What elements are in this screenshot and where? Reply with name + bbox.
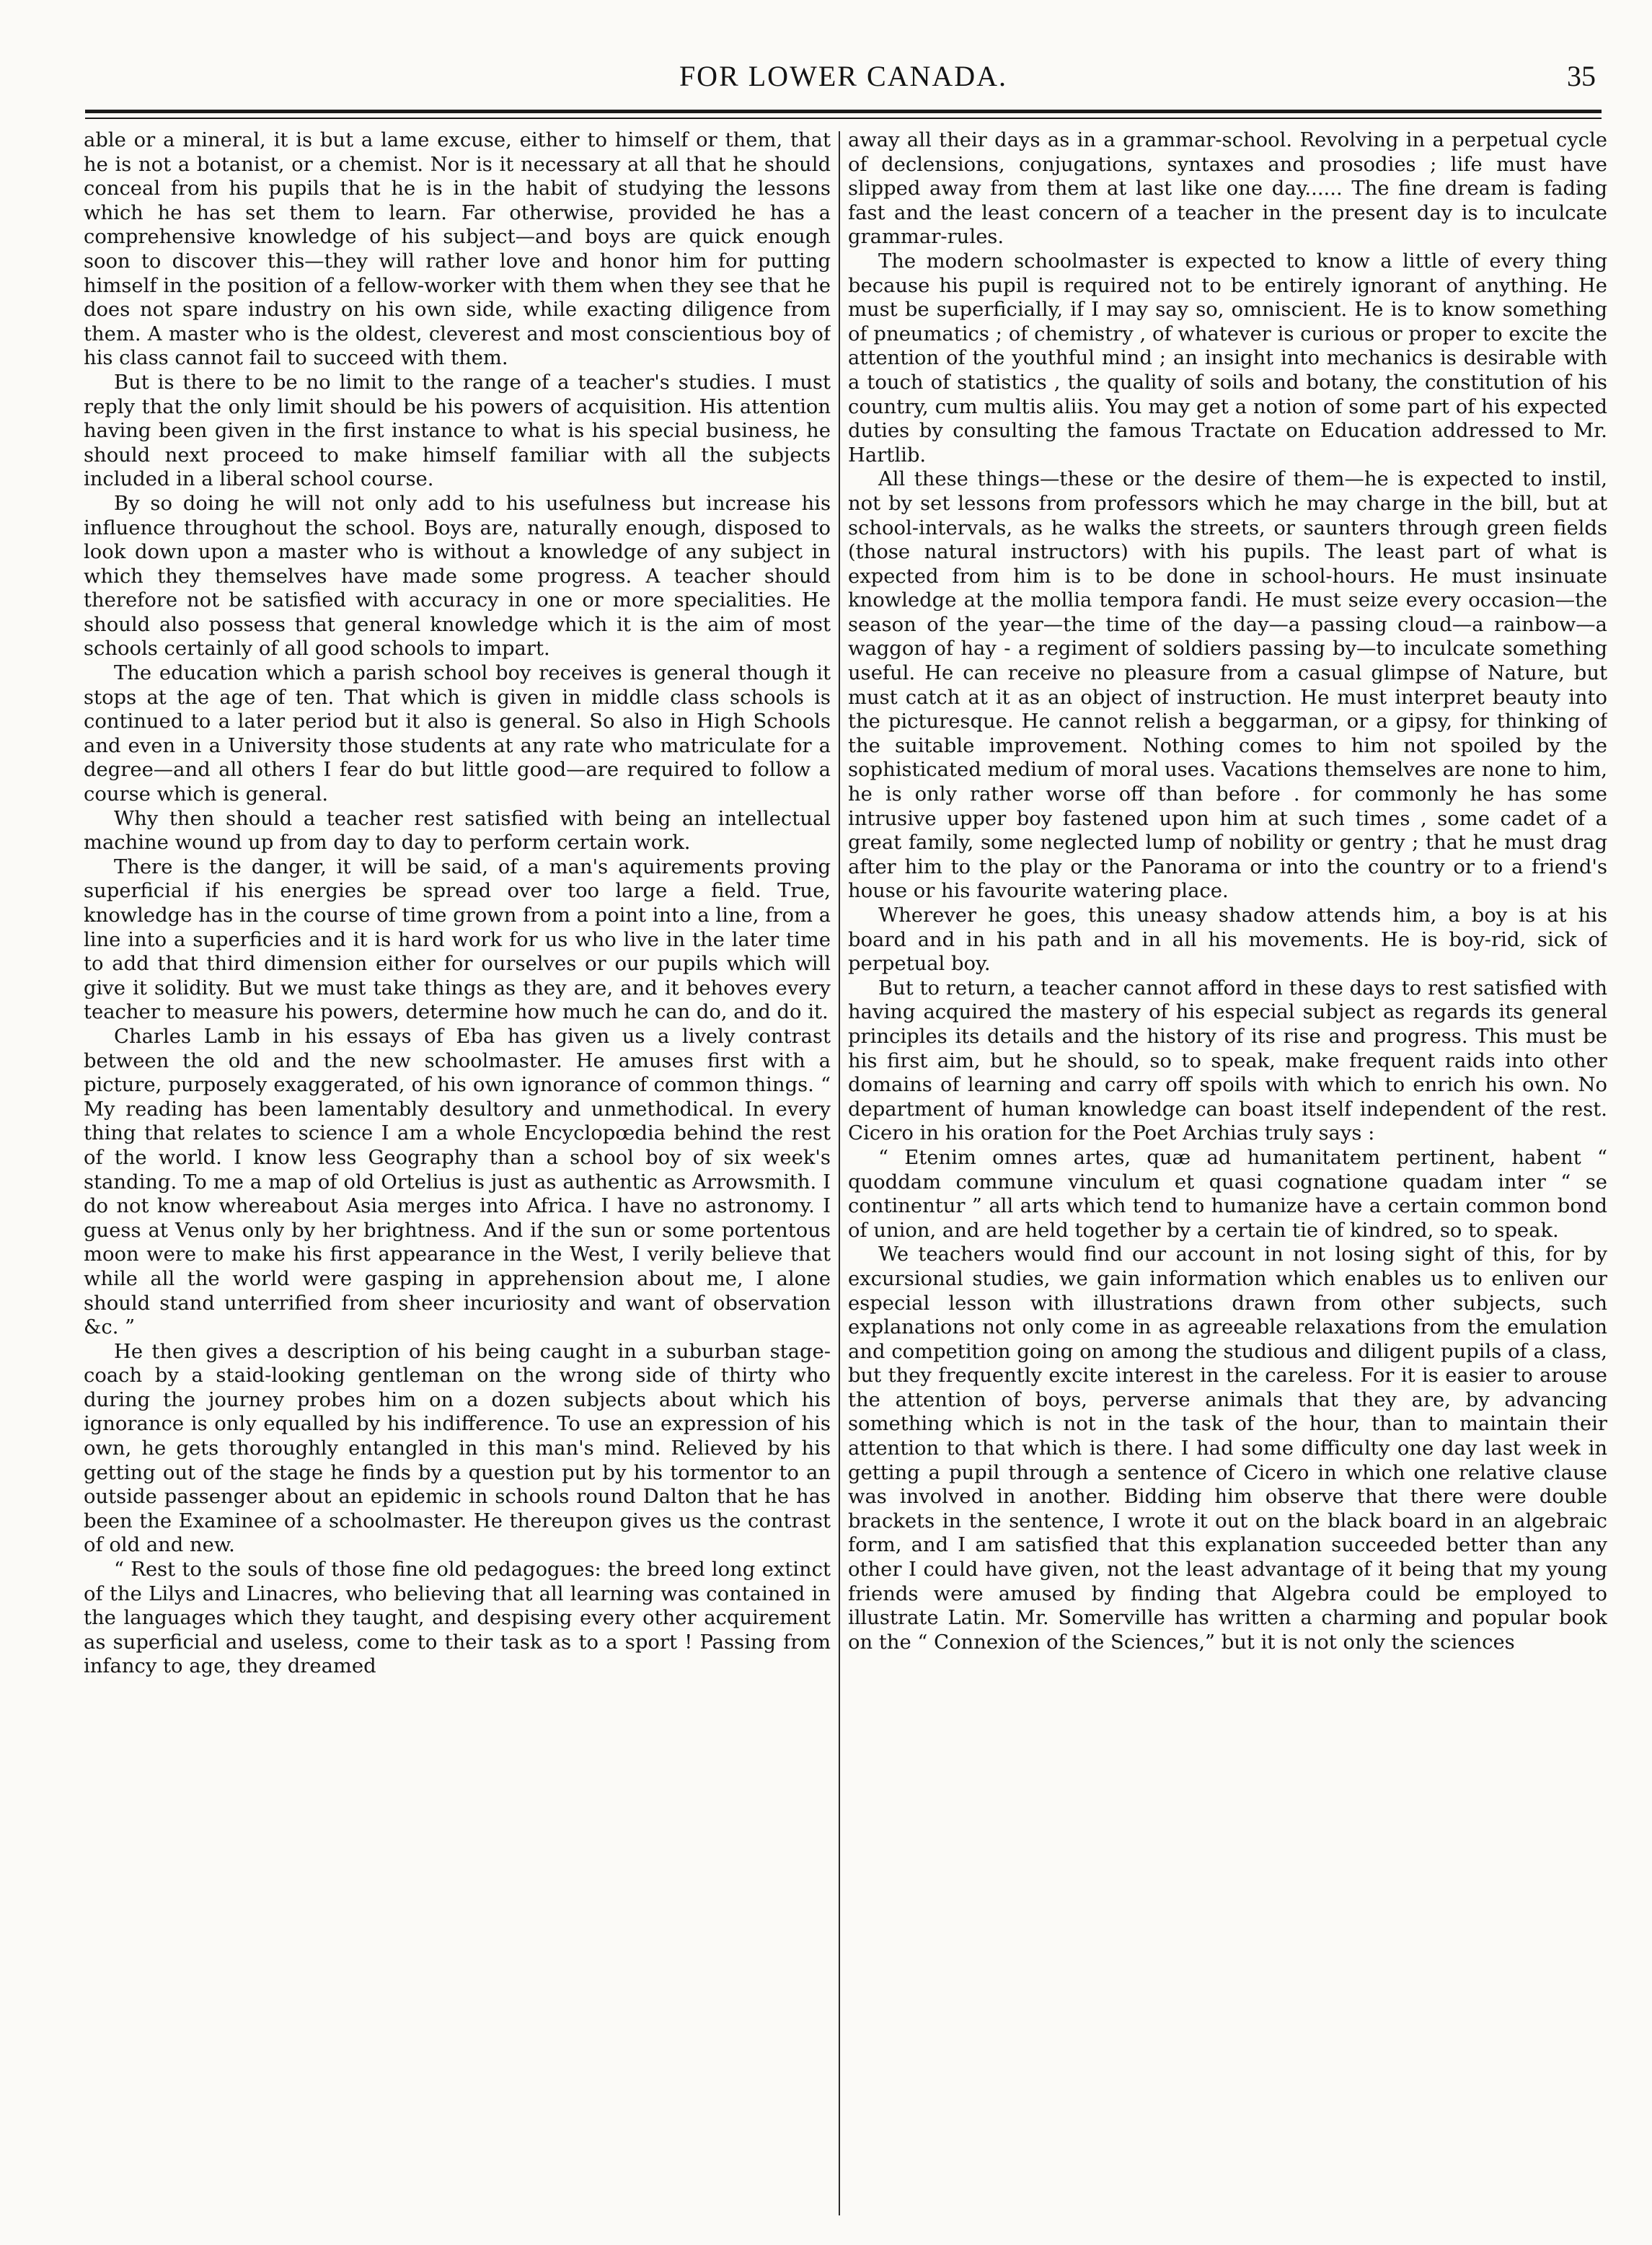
paragraph: The modern schoolmaster is expected to know a little of every thing because his pupil is required not to be entirely ignorant of anything. He must be superficially, if I may say so, omniscient. He is to know something of pneumatics ; of chemistry , of whatever is curious or proper to excite the attention of the youthful mind ; an insight into mechanics is desirable with a touch of statistics , the quality of soils and botany, the constitution of his country, cum multis aliis. You may get a notion of some part of his expected duties by consulting the famous Tractate on Education addressed to Mr. Hartlib. bbox=[848, 250, 1607, 467]
running-head bbox=[85, 59, 1602, 102]
paragraph: “ Rest to the souls of those fine old pedagogues: the breed long extinct of the Lilys and Linacres, who believing that all learning was contained in the languages which they taught, and despising every other acquirement as superficial and useless, come to their task as to a sport ! Passing from infancy to age, they dreamed bbox=[84, 1558, 831, 1678]
header-rule-thick bbox=[85, 110, 1602, 113]
running-title: FOR LOWER CANADA. bbox=[679, 60, 1008, 92]
paragraph: away all their days as in a grammar-school. Revolving in a perpetual cycle of declensions, conjugations, syntaxes and prosodies ; life must have slipped away from them at last like one day...... The fine dream is fading fast and the least concern of a teacher in the present day is to inculcate grammar-rules. bbox=[848, 129, 1607, 249]
paragraph: “ Etenim omnes artes, quæ ad humanitatem pertinent, habent “ quoddam commune vinculum et quasi cognatione quadam inter “ se continentur ” all arts which tend to humanize have a certain common bond of union, and are held together by a certain tie of kindred, so to speak. bbox=[848, 1146, 1607, 1242]
paragraph: Wherever he goes, this uneasy shadow attends him, a boy is at his board and in his path and in all his movements. He is boy-rid, sick of perpetual boy. bbox=[848, 904, 1607, 976]
paragraph: Why then should a teacher rest satisfied with being an intellectual machine wound up from day to day to perform certain work. bbox=[84, 807, 831, 855]
paragraph: All these things—these or the desire of them—he is expected to instil, not by set lessons from professors which he may charge in the bill, but at school-intervals, as he walks the streets, or saunters through green fields (those natural instructors) with his pupils. The least part of what is expected from him is to be done in school-hours. He must insinuate knowledge at the mollia tempora fandi. He must seize every occasion—the season of the year—the time of the day—a passing cloud—a rainbow—a waggon of hay - a regiment of soldiers passing by—to inculcate something useful. He can receive no pleasure from a casual glimpse of Nature, but must catch at it as an object of instruction. He must interpret beauty into the picturesque. He cannot relish a beggarman, or a gipsy, for thinking of the suitable improvement. Nothing comes to him not spoiled by the sophisticated medium of moral uses. Vacations themselves are none to him, he is only rather worse off than before . for commonly he has some intrusive upper boy fastened upon him at such times , some cadet of a great family, some neglected lump of nobility or gentry ; that he must drag after him to the play or the Panorama or into the country or to a friend's house or his favourite watering place. bbox=[848, 468, 1607, 903]
paragraph: There is the danger, it will be said, of a man's aquirements proving superficial if his energies be spread over too large a field. True, knowledge has in the course of time grown from a point into a line, from a line into a superficies and it is hard work for us who live in the later time to add that third dimension either for ourselves or our pupils which will give it solidity. But we must take things as they are, and it behoves every teacher to measure his powers, determine how much he can do, and do it. bbox=[84, 855, 831, 1024]
paragraph: We teachers would find our account in not losing sight of this, for by excursional studies, we gain information which enables us to enliven our especial lesson with illustrations drawn from other subjects, such explanations not only come in as agreeable relaxations from the emulation and competition going on among the studious and diligent pupils of a class, but they frequently excite interest in the careless. For it is easier to arouse the attention of boys, perverse animals that they are, by advancing something which is not in the task of the hour, than to maintain their attention to that which is there. I had some difficulty one day last week in getting a pupil through a sentence of Cicero in which one relative clause was involved in another. Bidding him observe that there were double brackets in the sentence, I wrote it out on the black board in an algebraic form, and I am satisfied that this explanation succeeded better than any other I could have given, not the least advantage of it being that my young friends were amused by finding that Algebra could be employed to illustrate Latin. Mr. Somerville has written a charming and popular book on the “ Connexion of the Sciences,” but it is not only the sciences bbox=[848, 1243, 1607, 1654]
column-divider bbox=[839, 131, 840, 2215]
paragraph: He then gives a description of his being caught in a suburban stage-coach by a staid-looking gentleman on the wrong side of thirty who during the journey probes him on a dozen subjects about which his ignorance is only equalled by his indifference. To use an expression of his own, he gets thoroughly entangled in this man's mind. Relieved by his getting out of the stage he finds by a question put by his tormentor to an outside passenger about an epidemic in schools round Dalton that he has been the Examinee of a schoolmaster. He thereupon gives us the contrast of old and new. bbox=[84, 1340, 831, 1557]
paragraph: By so doing he will not only add to his usefulness but increase his influence throughout the school. Boys are, naturally enough, disposed to look down upon a master who is without a knowledge of any subject in which they themselves have made some progress. A teacher should therefore not be satisfied with accuracy in one or more specialities. He should also possess that general knowledge which it is the aim of most schools certainly of all good schools to impart. bbox=[84, 492, 831, 661]
paragraph: The education which a parish school boy receives is general though it stops at the age of ten. That which is given in middle class schools is continued to a later period but it also is general. So also in High Schools and even in a University those students at any rate who matriculate for a degree—and all others I fear do but little good—are required to follow a course which is general. bbox=[84, 662, 831, 806]
right-column bbox=[848, 128, 1607, 2220]
left-column bbox=[84, 128, 831, 2220]
paragraph: Charles Lamb in his essays of Eba has given us a lively contrast between the old and the new schoolmaster. He amuses first with a picture, purposely exaggerated, of his own ignorance of common things. “ My reading has been lamentably desultory and unmethodical. In every thing that relates to science I am a whole Encyclopœdia behind the rest of the world. I know less Geography than a school boy of six week's standing. To me a map of old Ortelius is just as authentic as Arrowsmith. I do not know whereabout Asia merges into Africa. I have no astronomy. I guess at Venus only by her brightness. And if the sun or some portentous moon were to make his first appearance in the West, I verily believe that while all the world were gasping in apprehension about me, I alone should stand unterrified from sheer incuriosity and want of observation &c. ” bbox=[84, 1025, 831, 1339]
paragraph: But is there to be no limit to the range of a teacher's studies. I must reply that the only limit should be his powers of acquisition. His attention having been given in the first instance to what is his special business, he should next proceed to make himself familiar with all the subjects included in a liberal school course. bbox=[84, 371, 831, 491]
page-number: 35 bbox=[1567, 60, 1596, 92]
paragraph: able or a mineral, it is but a lame excuse, either to himself or them, that he is not a botanist, or a chemist. Nor is it necessary at all that he should conceal from his pupils that he is in the habit of studying the lessons which he has set them to learn. Far otherwise, provided he has a comprehensive knowledge of his subject—and boys are quick enough soon to discover this—they will rather love and honor him for putting himself in the position of a fellow-worker with them when they see that he does not spare industry on his own side, while exacting diligence from them. A master who is the oldest, cleverest and most conscientious boy of his class cannot fail to succeed with them. bbox=[84, 129, 831, 370]
header-rule-thin bbox=[85, 118, 1602, 119]
paragraph: But to return, a teacher cannot afford in these days to rest satisfied with having acquired the mastery of his especial subject as regards its general principles its details and the history of its rise and progress. This must be his first aim, but he should, so to speak, make frequent raids into other domains of learning and carry off spoils with which to enrich his own. No department of human knowledge can boast itself independent of the rest. Cicero in his oration for the Poet Archias truly says : bbox=[848, 976, 1607, 1145]
